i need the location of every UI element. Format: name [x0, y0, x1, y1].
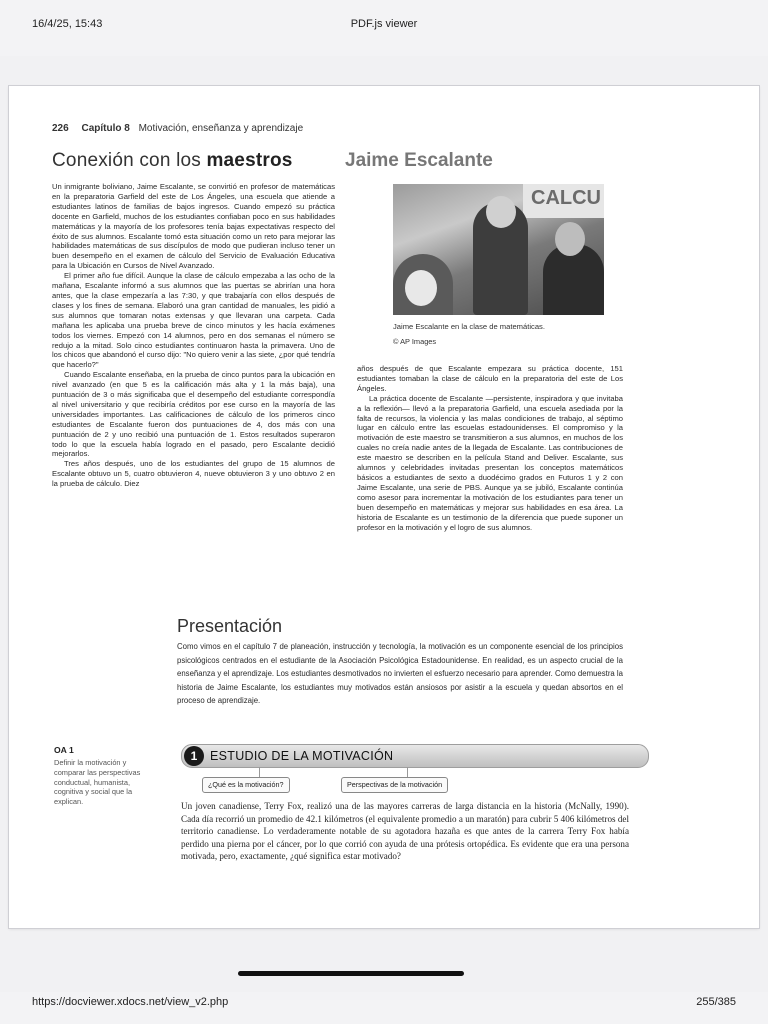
heading-light: Conexión con los	[52, 150, 207, 171]
paragraph: Un inmigrante boliviano, Jaime Escalante, se convirtió en profesor de matemáticas en la preparatoria Garfield del este de Los Ángeles, una escuela que atiende a estudiantes latinos de familias de bajos ingresos. Cuando empezó su práctica docente en Garfield, muchos de los estudiantes confiaban poco en sus habilidades matemáticas y la mayoría de los profesores tenía bajas expectativas respecto del éxito de sus alumnos. Escalante tomó esta situación como un reto para mejorar las habilidades matemáticas de sus discípulos de modo que pudieran incluso tener un buen desempeño en el examen de cálculo del Servicio de Evaluación Educativa para la Ubicación en Cursos de Nivel Avanzado.	[52, 182, 335, 271]
timestamp: 16/4/25, 15:43	[32, 18, 103, 30]
teacher-head	[486, 196, 516, 228]
teacher-name-heading: Jaime Escalante	[345, 150, 493, 171]
page-number: 226	[52, 123, 69, 134]
paragraph: La práctica docente de Escalante —persistente, inspiradora y que invitaba a la reflexión— llevó a la preparatoria Garfield, una escuela asediada por la falta de recursos, la violencia y las malas condiciones de trabajo, al séptimo lugar en cálculo entre las escuelas estadounidenses. El compromiso y la motivación de este maestro se transmitieron a sus alumnos, en muchos de los cuales no creía nadie antes de la llegada de Escalante. Las contribuciones de este maestro se describen en la película Stand and Deliver. Escalante, sus alumnos y celebridades invitadas presentan los conceptos matemáticos básicos a estudiantes de sexto a duodécimo grados en Futuros 1 y 2 con Jaime Escalante, una serie de PBS. Aunque ya se jubiló, Escalante continúa como asesor para incrementar la motivación de los estudiantes para tener un buen desempeño en matemáticas y mejorar sus habilidades en esa área. La historia de Escalante es un testimonio de la diferencia que puede suponer un profesor en la motivación y el logro de sus alumnos.	[357, 393, 623, 532]
right-column	[357, 364, 623, 604]
student-head	[405, 270, 437, 306]
concept-node: Perspectivas de la motivación	[341, 777, 448, 793]
chapter-title: Motivación, enseñanza y aprendizaje	[138, 123, 304, 134]
paragraph: años después de que Escalante empezara su práctica docente, 151 estudiantes tomaban la clase de cálculo en la preparatoria del este de Los Ángeles.	[357, 364, 623, 393]
paragraph: El primer año fue difícil. Aunque la clase de cálculo empezaba a las ocho de la mañana, Escalante informó a sus alumnos que las puertas se abrirían una hora antes, que la clase empezaría a las 7:30, y que trabajaría con ellos después de clases y los fines de semana. Elaboró una gran cantidad de manuales, les pidió a sus alumnos que tomaran notas extensas y que llevaran una carpeta. Cada mañana les aplicaba una prueba breve de cinco minutos y les hacía exámenes todos los viernes. Empezó con 14 alumnos, pero en dos semanas el número se redujo a la mitad. Solo cinco estudiantes continuaron hasta la primavera. Uno de los chicos que abandonó el curso dijo: "No quiero venir a las siete, ¿por qué tendría que hacerlo?"	[52, 271, 335, 370]
photo-credit: © AP Images	[393, 337, 437, 346]
concept-node: ¿Qué es la motivación?	[202, 777, 290, 793]
section-heading	[52, 150, 293, 172]
presentacion-heading: Presentación	[177, 616, 283, 636]
connector-line	[407, 767, 408, 777]
paragraph: Tres años después, uno de los estudiantes del grupo de 15 alumnos de Escalante obtuvo un 5, cuatro obtuvieron 4, nueve obtuvieron 3 y uno obtuvo 2 en la prueba de cálculo. Diez	[52, 459, 335, 489]
chapter-label: Capítulo 8	[81, 123, 130, 134]
left-column	[52, 182, 335, 602]
document-title: PDF.js viewer	[350, 18, 418, 30]
browser-header	[0, 0, 768, 56]
learning-objective-text: Definir la motivación y comparar las perspectivas conductual, humanista, cognitiva y social que la explican.	[54, 758, 141, 807]
page-indicator: 255/385	[696, 996, 736, 1008]
presentacion-text: Como vimos en el capítulo 7 de planeación, instrucción y tecnología, la motivación es un componente esencial de los principios psicológicos centrados en el estudiante de la Asociación Psicológica Estadounidense. En realidad, es un aspecto crucial de la enseñanza y el aprendizaje. Los estudiantes desmotivados no invierten el esfuerzo necesario para aprender. Como demuestra la historia de Jaime Escalante, los estudiantes muy motivados están ansiosos por asistir a la escuela y quedan absortos en el proceso de aprendizaje.	[177, 642, 623, 706]
section-title: ESTUDIO DE LA MOTIVACIÓN	[210, 749, 394, 763]
classroom-photo	[393, 184, 604, 315]
heading-bold: maestros	[206, 150, 293, 171]
connector-line	[259, 767, 260, 777]
learning-objective-label: OA 1	[54, 745, 74, 755]
home-indicator[interactable]	[238, 971, 464, 976]
browser-footer	[0, 992, 768, 1024]
pdf-page	[9, 86, 759, 928]
section-banner	[181, 744, 649, 768]
chalkboard	[523, 184, 604, 218]
page-url: https://docviewer.xdocs.net/view_v2.php	[32, 996, 229, 1008]
terry-fox-story: Un joven canadiense, Terry Fox, realizó una de las mayores carreras de larga distancia en la historia (McNally, 1990). Cada día recorrió un promedio de 42.1 kilómetros (el equivalente promedio a un maratón) para cubrir 5 406 kilómetros del territorio canadiense. Lo verdaderamente notable de su agotadora hazaña es que antes de la carrera Terry Fox había perdido una pierna por el cáncer, por lo que corrió con ayuda de una prótesis ortopédica. Es evidente que era una persona motivada, pero, exactamente, ¿qué significa estar motivado?	[181, 801, 629, 862]
student-head	[555, 222, 585, 256]
board-text: CALCU	[531, 187, 601, 209]
photo-caption: Jaime Escalante en la clase de matemáticas.	[393, 322, 545, 331]
running-head	[52, 123, 303, 134]
section-number: 1	[184, 746, 204, 766]
paragraph: Cuando Escalante enseñaba, en la prueba de cinco puntos para la ubicación en nivel avanzado (en que 5 es la calificación más alta y 1 la más baja), una puntuación de 3 o más significaba que el desempeño del estudiante correspondía al nivel universitario y que recibiría créditos por ese curso en la mayoría de las universidades importantes. Las calificaciones de cálculo de los primeros cinco estudiantes de Escalante fueron dos puntuaciones de 4, dos más con una puntuación de 2 y uno recibió una puntuación de 1. Estos resultados superaron todo lo que la escuela había logrado en el pasado, pero Escalante decidió mejorarlos.	[52, 370, 335, 459]
